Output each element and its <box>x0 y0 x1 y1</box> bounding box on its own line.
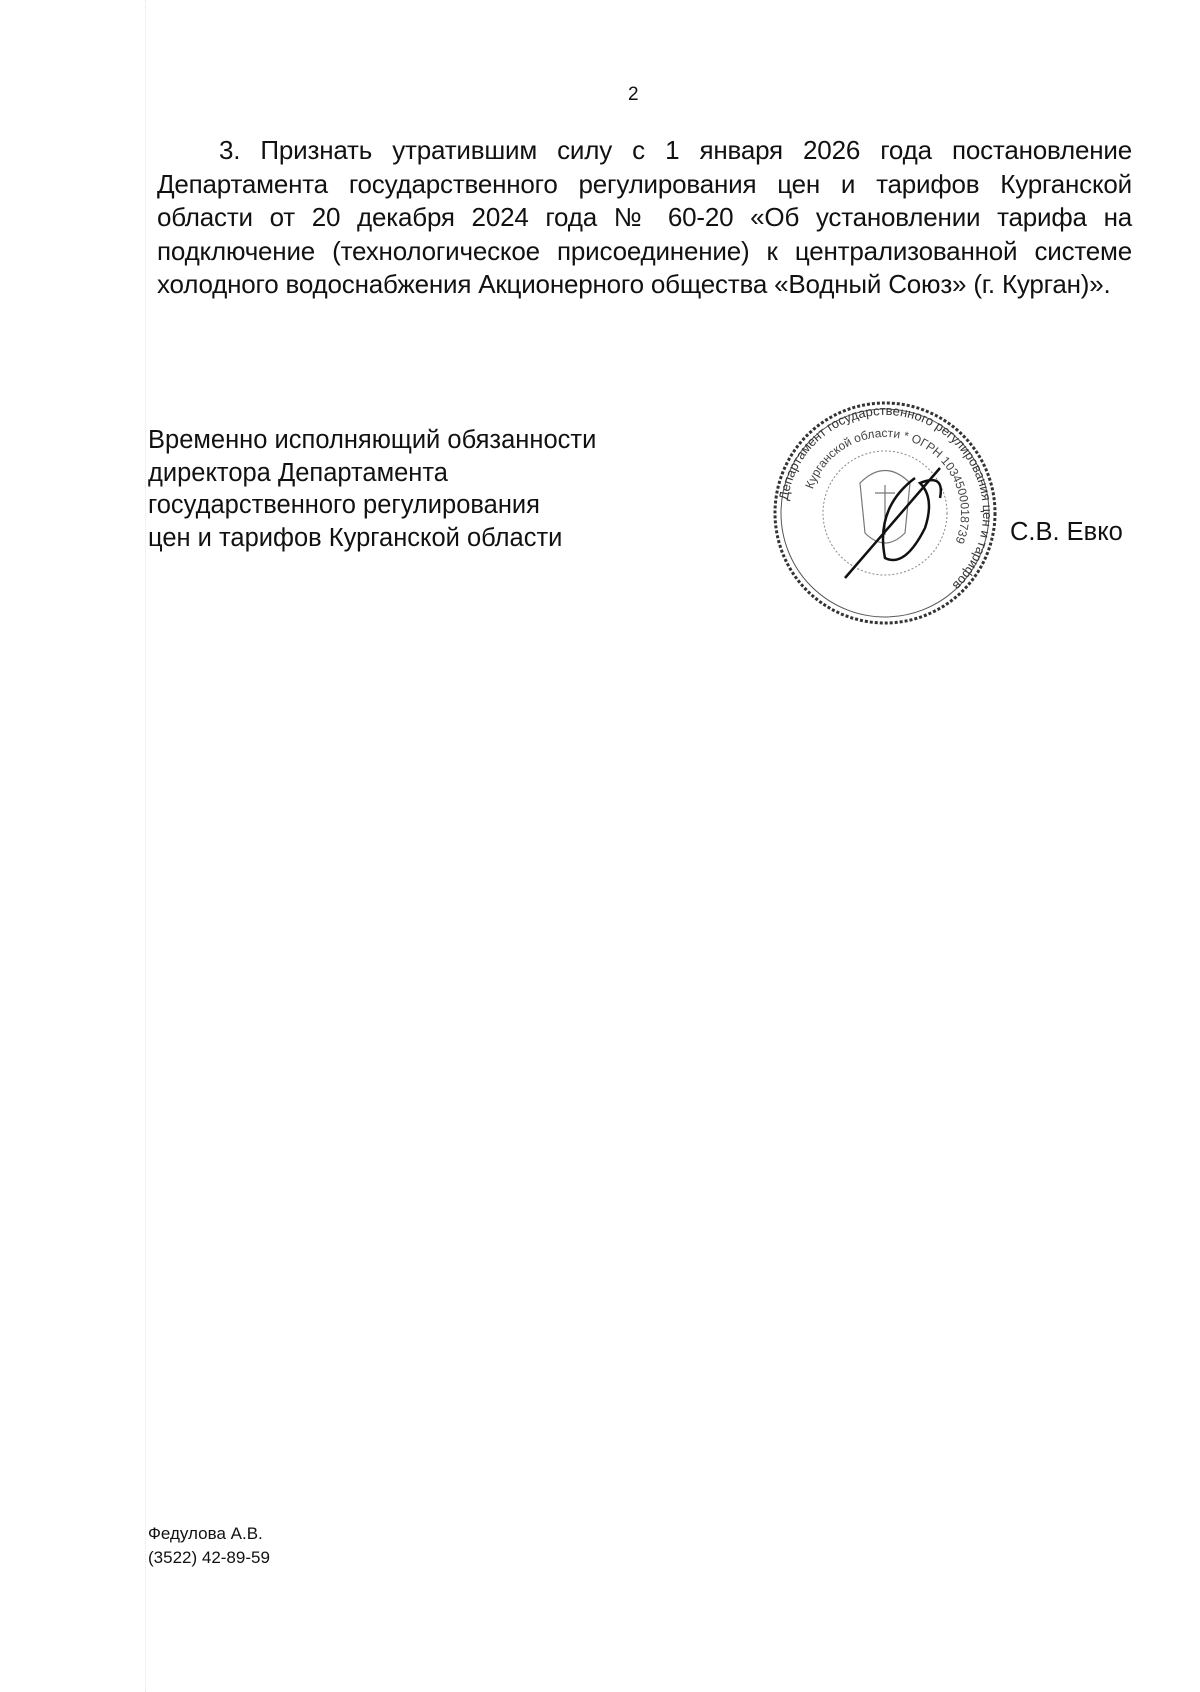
official-stamp <box>765 398 1005 628</box>
handwritten-signature <box>845 468 941 578</box>
signatory-line: государственного регулирования <box>148 491 540 519</box>
signatory-line: цен и тарифов Курганской области <box>148 523 563 552</box>
signatory-name: С.В. Евко <box>1010 518 1123 546</box>
executor-name: Федулова А.В. <box>148 1524 263 1543</box>
signatory-line: Временно исполняющий обязанности <box>148 426 597 454</box>
executor-info <box>148 1522 270 1570</box>
executor-phone: (3522) 42-89-59 <box>148 1548 270 1567</box>
signatory-line: директора Департамента <box>148 458 448 487</box>
stamp-inner-text: Курганской области * ОГРН 1034500018739 <box>802 425 973 546</box>
scan-margin-specks <box>145 0 150 1692</box>
stamp-outer-text: Департамент государственного регулирования цен и тарифов <box>775 402 996 594</box>
paragraph-3: 3. Признать утратившим силу с 1 января 2026 года постановление Департамента государственного регулирования цен и тарифов Курганской области от 20 декабря 2024 года № 60-20 «Об установлении тарифа на подключение (технологическое присоединение) к централизованной системе холодного водоснабжения Акционерного общества «Водный Союз» (г. Курган)». <box>157 135 1132 299</box>
signatory-title <box>148 424 596 554</box>
page-number: 2 <box>628 84 639 105</box>
